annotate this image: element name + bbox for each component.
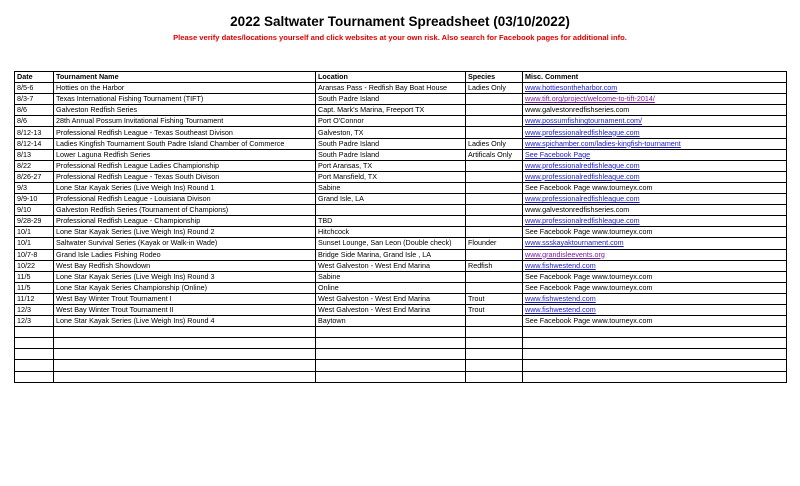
cell-location: Hitchcock (316, 227, 466, 238)
cell-species: Trout (466, 304, 523, 315)
cell-date (15, 338, 54, 349)
cell-date: 10/7-8 (15, 249, 54, 260)
cell-tournament-name: West Bay Winter Trout Tournament II (54, 304, 316, 315)
website-link[interactable]: www.professionalredfishleague.com (525, 171, 640, 181)
cell-date: 8/12-13 (15, 127, 54, 138)
cell-misc-comment (523, 127, 787, 138)
cell-tournament-name: Lower Laguna Redfish Series (54, 149, 316, 160)
table-row (15, 160, 787, 171)
table-row (15, 260, 787, 271)
cell-tournament-name: Texas International Fishing Tournament (TIFT) (54, 94, 316, 105)
cell-tournament-name: Hotties on the Harbor (54, 83, 316, 94)
cell-species (466, 127, 523, 138)
website-link[interactable]: www.hottiesontheharbor.com (525, 83, 618, 93)
cell-misc-comment (523, 216, 787, 227)
cell-tournament-name: Grand Isle Ladies Fishing Rodeo (54, 249, 316, 260)
cell-species (466, 194, 523, 205)
website-link[interactable]: www.professionalredfishleague.com (525, 160, 640, 170)
cell-location: South Padre Island (316, 94, 466, 105)
cell-tournament-name: Galveston Redfish Series (54, 105, 316, 116)
cell-tournament-name: Professional Redfish League - Louisiana Divison (54, 194, 316, 205)
cell-tournament-name: Professional Redfish League Ladies Championship (54, 160, 316, 171)
cell-misc-comment: See Facebook Page www.tourneyx.com (523, 271, 787, 282)
cell-location: Sunset Lounge, San Leon (Double check) (316, 238, 466, 249)
cell-tournament-name (54, 349, 316, 360)
website-link[interactable]: www.tift.org/project/welcome-to-tift-2014/ (525, 94, 655, 104)
cell-misc-comment (523, 338, 787, 349)
table-row (15, 205, 787, 216)
cell-species (466, 360, 523, 371)
cell-date: 8/6 (15, 105, 54, 116)
cell-tournament-name: Galveston Redfish Series (Tournament of Champions) (54, 205, 316, 216)
cell-tournament-name: Professional Redfish League - Championship (54, 216, 316, 227)
cell-tournament-name: West Bay Winter Trout Tournament I (54, 293, 316, 304)
cell-location: Grand Isle, LA (316, 194, 466, 205)
table-row (15, 138, 787, 149)
cell-date: 8/3-7 (15, 94, 54, 105)
website-link[interactable]: www.professionalredfishleague.com (525, 194, 640, 204)
cell-date (15, 360, 54, 371)
cell-location (316, 360, 466, 371)
cell-date: 11/5 (15, 271, 54, 282)
cell-misc-comment (523, 171, 787, 182)
cell-misc-comment (523, 83, 787, 94)
website-link[interactable]: www.fishwestend.com (525, 305, 596, 315)
website-link[interactable]: www.professionalredfishleague.com (525, 216, 640, 226)
cell-tournament-name: Professional Redfish League - Texas South Divison (54, 171, 316, 182)
cell-misc-comment (523, 327, 787, 338)
cell-tournament-name: Ladies Kingfish Tournament South Padre Island Chamber of Commerce (54, 138, 316, 149)
cell-misc-comment: See Facebook Page www.tourneyx.com (523, 282, 787, 293)
cell-species (466, 349, 523, 360)
cell-tournament-name: Lone Star Kayak Series Championship (Online) (54, 282, 316, 293)
cell-species (466, 327, 523, 338)
column-header-tournament-name: Tournament Name (54, 72, 316, 83)
cell-location: Aransas Pass - Redfish Bay Boat House (316, 83, 466, 94)
table-row (15, 316, 787, 327)
table-row (15, 327, 787, 338)
cell-species (466, 216, 523, 227)
cell-date: 8/12-14 (15, 138, 54, 149)
cell-tournament-name (54, 371, 316, 382)
cell-misc-comment: www.galvestonredfishseries.com (523, 205, 787, 216)
cell-date: 9/9-10 (15, 194, 54, 205)
website-link[interactable]: www.fishwestend.com (525, 293, 596, 303)
cell-species (466, 249, 523, 260)
cell-location (316, 371, 466, 382)
website-link[interactable]: www.spichamber.com/ladies-kingfish-tournament (525, 138, 681, 148)
cell-misc-comment (523, 304, 787, 315)
table-header-row (15, 72, 787, 83)
website-link[interactable]: www.fishwestend.com (525, 260, 596, 270)
table-row (15, 83, 787, 94)
cell-location: TBD (316, 216, 466, 227)
cell-date: 8/6 (15, 116, 54, 127)
website-link[interactable]: www.ssskayaktournament.com (525, 238, 624, 248)
table-row (15, 371, 787, 382)
cell-date: 8/22 (15, 160, 54, 171)
cell-location: Online (316, 282, 466, 293)
table-row (15, 271, 787, 282)
table-row (15, 249, 787, 260)
cell-date: 10/22 (15, 260, 54, 271)
disclaimer-notice: Please verify dates/locations yourself and click websites at your own risk. Also search for Facebook pages for additional info. (173, 33, 627, 42)
cell-misc-comment: See Facebook Page www.tourneyx.com (523, 316, 787, 327)
cell-species (466, 227, 523, 238)
cell-misc-comment (523, 349, 787, 360)
cell-species (466, 338, 523, 349)
website-link[interactable]: www.possumfishingtournament.com/ (525, 116, 643, 126)
table-row (15, 304, 787, 315)
website-link[interactable]: See Facebook Page (525, 149, 591, 159)
cell-tournament-name (54, 338, 316, 349)
cell-location (316, 205, 466, 216)
cell-species: Redfish (466, 260, 523, 271)
cell-tournament-name: 28th Annual Possum Invitational Fishing Tournament (54, 116, 316, 127)
cell-tournament-name: Professional Redfish League - Texas Southeast Divison (54, 127, 316, 138)
table-row (15, 127, 787, 138)
cell-species (466, 160, 523, 171)
column-header-date: Date (15, 72, 54, 83)
cell-location (316, 338, 466, 349)
cell-species (466, 316, 523, 327)
cell-species (466, 182, 523, 193)
cell-location: Port Mansfield, TX (316, 171, 466, 182)
cell-date: 11/12 (15, 293, 54, 304)
cell-date: 8/13 (15, 149, 54, 160)
column-header-species: Species (466, 72, 523, 83)
cell-location: Baytown (316, 316, 466, 327)
cell-location: Port O'Connor (316, 116, 466, 127)
website-link[interactable]: www.grandisleevents.org (525, 249, 605, 259)
cell-date (15, 349, 54, 360)
table-row (15, 338, 787, 349)
cell-misc-comment: See Facebook Page www.tourneyx.com (523, 227, 787, 238)
cell-misc-comment (523, 293, 787, 304)
cell-date: 9/10 (15, 205, 54, 216)
cell-date: 9/3 (15, 182, 54, 193)
table-row (15, 94, 787, 105)
cell-species (466, 116, 523, 127)
table-row (15, 116, 787, 127)
cell-species (466, 205, 523, 216)
cell-location: South Padre Island (316, 138, 466, 149)
cell-species: Flounder (466, 238, 523, 249)
cell-species: Ladies Only (466, 83, 523, 94)
table-row (15, 227, 787, 238)
table-row (15, 360, 787, 371)
column-header-location: Location (316, 72, 466, 83)
cell-date: 10/1 (15, 227, 54, 238)
cell-species: Artificals Only (466, 149, 523, 160)
cell-location: Galveston, TX (316, 127, 466, 138)
cell-location: West Galveston - West End Marina (316, 304, 466, 315)
cell-species: Ladies Only (466, 138, 523, 149)
cell-location: West Galveston - West End Marina (316, 260, 466, 271)
cell-misc-comment (523, 116, 787, 127)
cell-location: Sabine (316, 182, 466, 193)
cell-location: Port Aransas, TX (316, 160, 466, 171)
table-row (15, 349, 787, 360)
cell-tournament-name: Lone Star Kayak Series (Live Weigh Ins) Round 3 (54, 271, 316, 282)
cell-misc-comment (523, 249, 787, 260)
cell-species (466, 282, 523, 293)
table-row (15, 171, 787, 182)
cell-date: 8/5-6 (15, 83, 54, 94)
cell-species (466, 105, 523, 116)
cell-tournament-name (54, 327, 316, 338)
table-row (15, 216, 787, 227)
cell-tournament-name: Lone Star Kayak Series (Live Weigh Ins) Round 1 (54, 182, 316, 193)
cell-misc-comment: See Facebook Page www.tourneyx.com (523, 182, 787, 193)
cell-species (466, 371, 523, 382)
cell-tournament-name (54, 360, 316, 371)
table-row (15, 149, 787, 160)
cell-tournament-name: Lone Star Kayak Series (Live Weigh Ins) Round 2 (54, 227, 316, 238)
cell-misc-comment (523, 371, 787, 382)
cell-species: Trout (466, 293, 523, 304)
cell-location: West Galveston - West End Marina (316, 293, 466, 304)
table-row (15, 182, 787, 193)
cell-misc-comment (523, 194, 787, 205)
table-row (15, 293, 787, 304)
cell-species (466, 94, 523, 105)
cell-location: South Padre Island (316, 149, 466, 160)
cell-location: Capt. Mark's Marina, Freeport TX (316, 105, 466, 116)
table-row (15, 105, 787, 116)
cell-date: 11/5 (15, 282, 54, 293)
cell-misc-comment: www.galvestonredfishseries.com (523, 105, 787, 116)
website-link[interactable]: www.professionalredfishleague.com (525, 127, 640, 137)
cell-species (466, 171, 523, 182)
cell-misc-comment (523, 360, 787, 371)
cell-date: 12/3 (15, 316, 54, 327)
cell-misc-comment (523, 260, 787, 271)
cell-date (15, 327, 54, 338)
cell-tournament-name: Saltwater Survival Series (Kayak or Walk-in Wade) (54, 238, 316, 249)
cell-location (316, 349, 466, 360)
cell-tournament-name: Lone Star Kayak Series (Live Weigh Ins) Round 4 (54, 316, 316, 327)
cell-date (15, 371, 54, 382)
cell-misc-comment (523, 160, 787, 171)
column-header-misc-comment: Misc. Comment (523, 72, 787, 83)
cell-tournament-name: West Bay Redfish Showdown (54, 260, 316, 271)
table-row (15, 194, 787, 205)
table-body (15, 83, 787, 383)
table-row (15, 282, 787, 293)
cell-misc-comment (523, 238, 787, 249)
cell-species (466, 271, 523, 282)
cell-date: 9/28-29 (15, 216, 54, 227)
tournament-table (14, 71, 787, 383)
cell-date: 8/26-27 (15, 171, 54, 182)
cell-misc-comment (523, 149, 787, 160)
cell-location: Sabine (316, 271, 466, 282)
cell-date: 10/1 (15, 238, 54, 249)
cell-location (316, 327, 466, 338)
cell-date: 12/3 (15, 304, 54, 315)
cell-location: Bridge Side Marina, Grand Isle , LA (316, 249, 466, 260)
page-title: 2022 Saltwater Tournament Spreadsheet (03/10/2022) (230, 14, 570, 29)
cell-misc-comment (523, 138, 787, 149)
table-row (15, 238, 787, 249)
cell-misc-comment (523, 94, 787, 105)
